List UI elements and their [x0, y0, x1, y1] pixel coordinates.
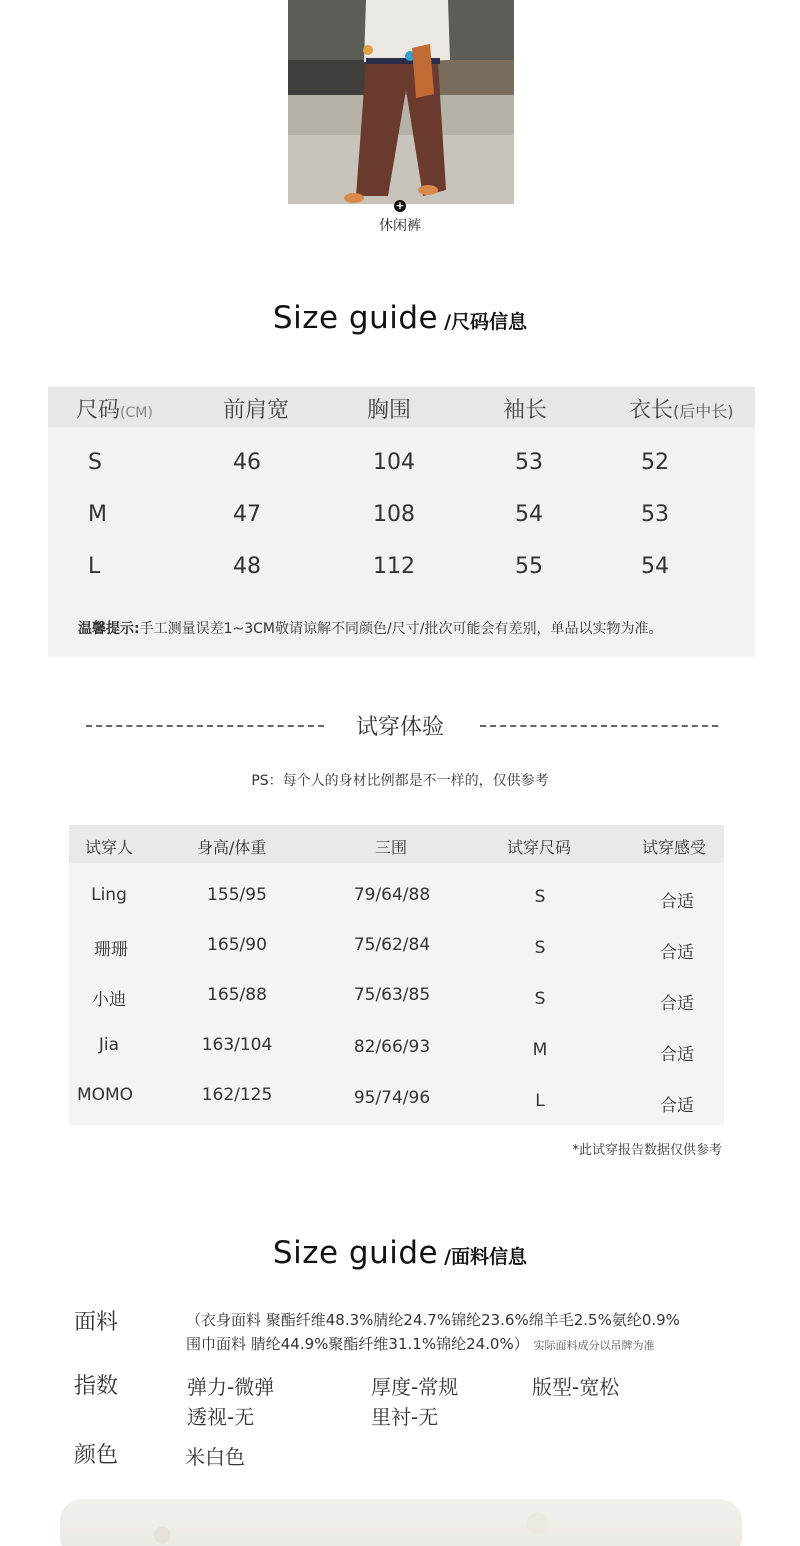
- header-feeling: 试穿感受: [642, 838, 707, 857]
- chest-cell: 104: [373, 450, 415, 475]
- index-transparency: 透视-无: [187, 1405, 255, 1429]
- size-cell: S: [88, 450, 102, 475]
- trial-size-cell: S: [534, 887, 546, 907]
- trial-size-cell: S: [534, 989, 546, 1009]
- feeling-cell: 合适: [660, 994, 694, 1014]
- chest-cell: 108: [373, 502, 415, 527]
- index-label: 指数: [74, 1374, 119, 1399]
- trial-size-cell: M: [532, 1040, 548, 1060]
- fabric-label: 面料: [74, 1310, 119, 1335]
- tester-cell: 小迪: [92, 990, 126, 1010]
- size-table: [48, 387, 755, 657]
- trial-size-cell: L: [535, 1091, 545, 1111]
- header-size-unit: (CM): [120, 405, 153, 421]
- height-weight-cell: 163/104: [201, 1035, 273, 1055]
- header-shoulder: 前肩宽: [223, 398, 290, 423]
- height-weight-cell: 165/90: [207, 935, 267, 955]
- measurements-cell: 95/74/96: [353, 1088, 431, 1108]
- size-cell: M: [88, 502, 107, 527]
- dash-divider-right: [480, 725, 718, 727]
- measurements-cell: 79/64/88: [353, 885, 431, 905]
- tester-cell: Jia: [98, 1035, 120, 1055]
- feeling-cell: 合适: [660, 943, 694, 963]
- trial-ps: PS：每个人的身材比例都是不一样的，仅供参考: [251, 773, 549, 789]
- header-length: 衣长(后中长): [629, 398, 734, 423]
- tester-cell: MOMO: [76, 1085, 134, 1105]
- trial-table: [69, 825, 724, 1125]
- shoulder-cell: 48: [233, 554, 261, 579]
- trial-size-cell: S: [534, 938, 546, 958]
- header-measurements: 三围: [375, 838, 408, 857]
- measurements-cell: 75/62/84: [353, 935, 431, 955]
- product-photo-illustration: [288, 0, 514, 204]
- feeling-cell: 合适: [660, 892, 694, 912]
- size-tip-text: 手工测量误差1~3CM敬请谅解不同颜色/尺寸/批次可能会有差别，单品以实物为准。: [139, 621, 663, 637]
- color-value: 米白色: [185, 1445, 245, 1469]
- header-trial-size: 试穿尺码: [507, 838, 572, 857]
- height-weight-cell: 165/88: [207, 985, 267, 1005]
- trial-note: *此试穿报告数据仅供参考: [572, 1143, 722, 1158]
- chest-cell: 112: [373, 554, 415, 579]
- header-length-note: (后中长): [673, 402, 734, 421]
- tester-cell: 珊珊: [94, 940, 128, 960]
- header-chest: 胸围: [367, 398, 412, 423]
- sleeve-cell: 54: [515, 502, 543, 527]
- fabric-line-1: （衣身面料 聚酯纤维48.3%腈纶24.7%锦纶23.6%绵羊毛2.5%氨纶0.9%: [186, 1311, 680, 1329]
- fabric-detail-image: [60, 1499, 742, 1546]
- size-tip: [78, 618, 662, 638]
- sleeve-cell: 55: [515, 554, 543, 579]
- measurements-cell: 75/63/85: [353, 985, 431, 1005]
- size-guide-title-main: Size guide: [272, 300, 439, 336]
- height-weight-cell: 155/95: [207, 885, 267, 905]
- photo-caption: 休闲裤: [379, 218, 421, 234]
- header-height-weight: 身高/体重: [197, 838, 267, 857]
- length-cell: 54: [641, 554, 669, 579]
- header-tester: 试穿人: [85, 838, 134, 857]
- header-sleeve: 袖长: [503, 398, 548, 423]
- height-weight-cell: 162/125: [201, 1085, 273, 1105]
- trial-table-header: [69, 825, 724, 863]
- size-guide-title-sub: /尺码信息: [444, 311, 528, 333]
- size-cell: L: [88, 554, 101, 579]
- size-tip-label: 温馨提示:: [78, 621, 140, 637]
- color-label: 颜色: [74, 1443, 119, 1468]
- length-cell: 53: [641, 502, 669, 527]
- header-size: 尺码(CM): [76, 398, 153, 423]
- shoulder-cell: 46: [233, 450, 261, 475]
- index-fit: 版型-宽松: [532, 1375, 620, 1399]
- length-cell: 52: [641, 450, 669, 475]
- size-guide-title: [0, 300, 800, 336]
- fabric-title-main: Size guide: [272, 1235, 439, 1271]
- trial-title-text: 试穿体验: [355, 715, 444, 740]
- fabric-line-2-note: 实际面料成分以吊牌为准: [533, 1339, 655, 1352]
- tester-cell: Ling: [91, 885, 127, 905]
- shoulder-cell: 47: [233, 502, 261, 527]
- index-lining: 里衬-无: [371, 1405, 439, 1429]
- index-elasticity: 弹力-微弹: [187, 1375, 275, 1399]
- fabric-line-2: 围巾面料 腈纶44.9%聚酯纤维31.1%锦纶24.0%） 实际面料成分以吊牌为准: [186, 1335, 655, 1353]
- feeling-cell: 合适: [660, 1096, 694, 1116]
- measurements-cell: 82/66/93: [353, 1037, 431, 1057]
- sleeve-cell: 53: [515, 450, 543, 475]
- fabric-title: [0, 1235, 800, 1271]
- size-table-header: [48, 387, 755, 427]
- feeling-cell: 合适: [660, 1045, 694, 1065]
- fabric-title-sub: /面料信息: [444, 1246, 528, 1268]
- product-photo: [288, 0, 514, 204]
- index-thickness: 厚度-常规: [371, 1375, 459, 1399]
- plus-icon[interactable]: +: [395, 199, 405, 212]
- trial-title: [0, 710, 800, 744]
